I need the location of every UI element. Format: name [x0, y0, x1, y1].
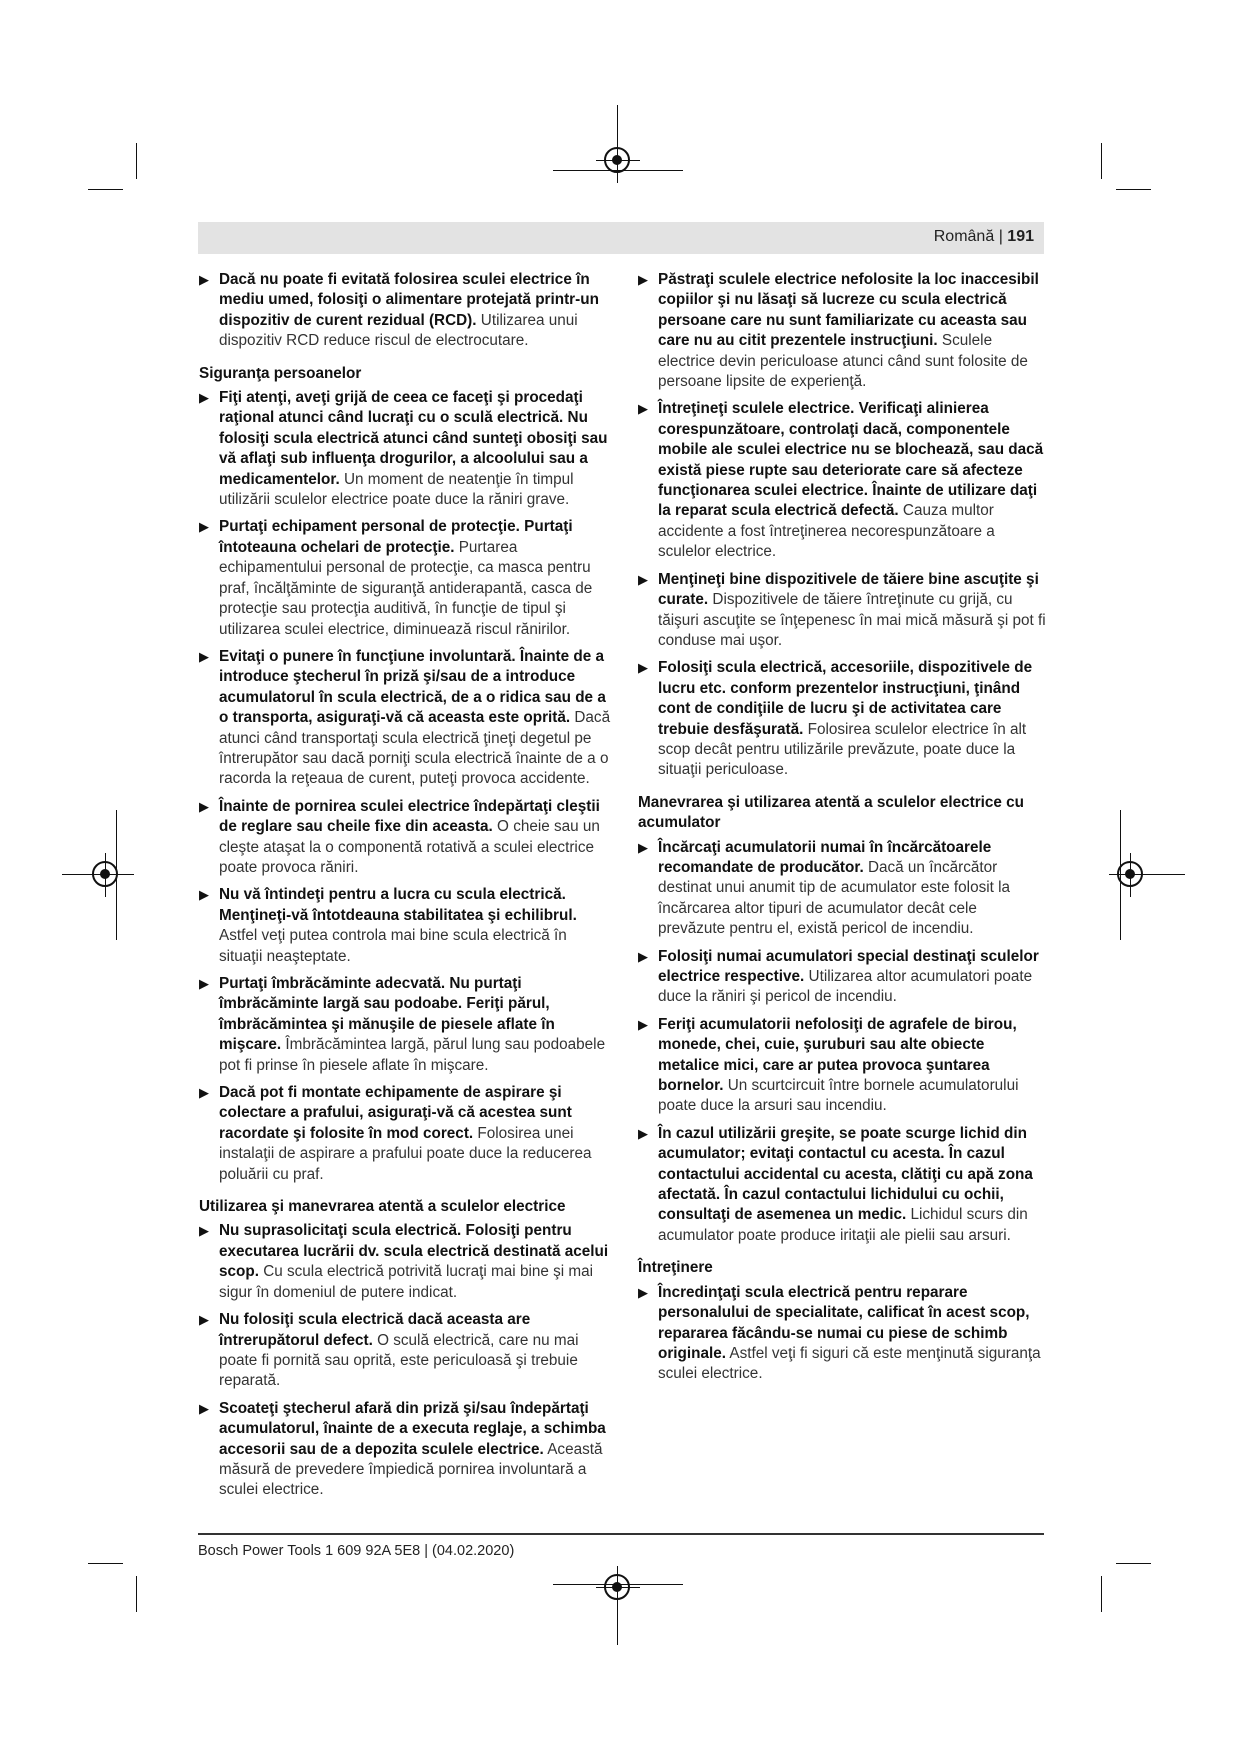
item-bold-text: Încărcaţi acumulatorii numai în încărcătoarele recomandate de producător.: [658, 838, 992, 876]
item-text: O cheie sau un cleşte ataşat la o componentă rotativă a sculei electrice poate provoca răniri.: [219, 818, 600, 876]
bullet-arrow-icon: ▶: [638, 660, 648, 676]
section-heading: Utilizarea şi manevrarea atentă a sculelor electrice: [199, 1198, 566, 1216]
item-text: Astfel veţi putea controla mai bine scula electrică în situaţii neaşteptate.: [219, 927, 567, 965]
bullet-arrow-icon: ▶: [199, 798, 209, 814]
list-item: [199, 974, 614, 1076]
list-item: [638, 658, 1048, 780]
list-item: [638, 947, 1048, 1008]
bullet-arrow-icon: ▶: [199, 887, 209, 903]
section-heading: Întreţinere: [638, 1259, 713, 1277]
item-text: Un moment de neatenţie în timpul utilizării sculelor electrice poate duce la răniri grave.: [219, 470, 574, 509]
bullet-arrow-icon: ▶: [199, 390, 209, 406]
bullet-arrow-icon: ▶: [638, 1125, 648, 1141]
list-item: [199, 388, 614, 510]
item-text: Îmbrăcămintea largă, părul lung sau podoabele pot fi prinse în piesele aflate în mişcare.: [219, 1036, 606, 1074]
header-separator: |: [998, 228, 1003, 245]
item-bold-text: Nu folosiţi scula electrică dacă aceasta are întrerupătorul defect.: [219, 1311, 531, 1349]
bullet-arrow-icon: ▶: [199, 1312, 209, 1328]
crop-mark: [1116, 189, 1151, 190]
bullet-arrow-icon: ▶: [638, 401, 648, 417]
list-item: [199, 797, 614, 879]
item-text: O sculă electrică, care nu mai poate fi pornită sau oprită, este periculoasă şi trebuie reparată.: [219, 1331, 579, 1390]
list-item: [638, 1015, 1048, 1117]
item-bold-text: Fiţi atenţi, aveţi grijă de ceea ce faceţi şi procedaţi raţional atunci când lucraţi cu o sculă electrică. Nu folosiţi scula electrică atunci când sunteţi obosiţi sau vă aflaţi sub influenţa drogurilor, a alcoolului sau a medicamentelor.: [219, 389, 608, 488]
item-bold-text: Folosiţi scula electrică, accesoriile, dispozitivele de lucru etc. conform prezentelor instrucţiuni, ţinând cont de condiţiile de lucru şi de activitatea care trebuie desfăşurată.: [658, 659, 1033, 738]
list-item: [199, 1310, 614, 1392]
list-item: [199, 647, 614, 790]
bullet-arrow-icon: ▶: [199, 1400, 209, 1416]
list-item: [199, 270, 614, 352]
bullet-arrow-icon: ▶: [199, 519, 209, 535]
item-bold-text: Dacă nu poate fi evitată folosirea sculei electrice în mediu umed, folosiţi o alimentare protejată printr-un dispozitiv de curent rezidual (RCD).: [219, 271, 599, 329]
bullet-arrow-icon: ▶: [199, 272, 209, 287]
item-text: Cu scula electrică potrivită lucraţi mai bine şi mai sigur în domeniul de putere indicat.: [219, 1263, 594, 1301]
item-text: Utilizarea altor acumulatori poate duce la răniri şi pericol de incendiu.: [658, 968, 1033, 1006]
bullet-arrow-icon: ▶: [199, 976, 209, 991]
registration-target-icon: [92, 861, 118, 887]
bullet-arrow-icon: ▶: [638, 839, 648, 855]
item-bold-text: Încredinţaţi scula electrică pentru reparare personalului de specialitate, calificat în acest scop, repararea făcându-se numai cu piese de schimb originale.: [658, 1283, 1030, 1362]
item-text: Astfel veţi fi siguri că este menţinută siguranţa sculei electrice.: [658, 1344, 1041, 1383]
page-number: 191: [1007, 228, 1034, 245]
bullet-arrow-icon: ▶: [199, 1223, 209, 1239]
item-bold-text: Menţineţi bine dispozitivele de tăiere bine ascuţite şi curate.: [658, 570, 1039, 609]
item-bold-text: Feriţi acumulatorii nefolosiţi de agrafele de birou, monede, chei, cuie, şuruburi sau alte obiecte metalice mici, care ar putea provoca şuntarea bornelor.: [658, 1015, 1017, 1095]
item-text: Sculele electrice devin periculoase atunci când sunt folosite de persoane lipsite de experienţă.: [658, 332, 1028, 391]
item-text: Folosirea sculelor electrice în alt scop decât pentru utilizările prevăzute, poate duce la situaţii periculoase.: [658, 720, 1027, 779]
page-header: [198, 222, 1044, 254]
item-bold-text: Întreţineţi sculele electrice. Verificaţi alinierea corespunzătoare, controlaţi dacă, componentele mobile ale sculei electrice nu se blochează, sau dacă există piese rupte sau deteriorate care să afecteze funcţionarea sculei electrice. Înainte de utilizare daţi la reparat scula electrică defectă.: [658, 400, 1044, 520]
item-bold-text: Nu suprasolicitaţi scula electrică. Folosiţi pentru executarea lucrării dv. scula electrică destinată acelui scop.: [219, 1222, 609, 1281]
bullet-arrow-icon: ▶: [638, 1284, 648, 1300]
right-column: [638, 270, 1048, 1392]
header-label: [934, 228, 1034, 246]
bullet-arrow-icon: ▶: [638, 272, 648, 287]
crop-mark: [88, 1563, 123, 1564]
item-text: Lichidul scurs din acumulator poate produce iritaţii ale pielii sau arsuri.: [658, 1206, 1028, 1244]
bullet-arrow-icon: ▶: [638, 571, 648, 587]
list-item: [638, 1283, 1048, 1385]
list-item: [638, 1124, 1048, 1246]
list-item: [199, 1221, 614, 1303]
list-item: [199, 1083, 614, 1185]
list-item: [199, 1399, 614, 1501]
bullet-arrow-icon: ▶: [638, 1016, 648, 1032]
list-item: [638, 570, 1048, 652]
section-heading: Siguranţa persoanelor: [199, 364, 362, 382]
header-section: Română: [933, 228, 995, 245]
crop-mark: [136, 1576, 137, 1612]
left-column: [199, 270, 614, 1508]
item-bold-text: Purtaţi echipament personal de protecţie. Purtaţi întoteauna ochelari de protecţie.: [219, 518, 573, 556]
crop-mark: [1101, 143, 1102, 179]
item-text: Cauza multor accidente a fost întreţinerea necorespunzătoare a sculelor electrice.: [658, 502, 995, 561]
item-text: Dacă un încărcător destinat unui anumit tip de acumulator este folosit la încărcarea altor tipuri de acumulator decât cele prevăzute pentru el, există pericol de incendiu.: [658, 858, 1011, 938]
item-text: Utilizarea unui dispozitiv RCD reduce riscul de electrocutare.: [219, 311, 578, 350]
item-text: Purtarea echipamentului personal de protecţie, ca masca pentru praf, încălţăminte de siguranţă antiderapantă, casca de protecţie sau protecţia auditivă, în funcţie de tipul şi utilizarea sculei electrice, diminuează riscul rănirilor.: [219, 538, 593, 638]
crop-mark: [1116, 1563, 1151, 1564]
item-text: Folosirea unei instalaţii de aspirare a prafului poate duce la reducerea poluării cu praf.: [219, 1124, 592, 1183]
item-bold-text: Purtaţi îmbrăcăminte adecvată. Nu purtaţi îmbrăcăminte largă sau podoabe. Feriţi părul, îmbrăcămintea şi mănuşile de piesele aflate în mişcare.: [219, 975, 555, 1054]
item-text: Această măsură de prevedere împiedică pornirea involuntară a sculei electrice.: [219, 1440, 603, 1499]
item-bold-text: Nu vă întindeţi pentru a lucra cu scula electrică. Menţineţi-vă întotdeauna stabilitatea şi echilibrul.: [219, 886, 577, 924]
list-item: [638, 399, 1048, 562]
section-heading: Manevrarea şi utilizarea atentă a sculelor electrice cu acumulator: [638, 793, 1025, 832]
crop-mark: [1101, 1576, 1102, 1612]
bullet-arrow-icon: ▶: [199, 1085, 209, 1101]
list-item: [199, 885, 614, 967]
crop-mark: [136, 143, 137, 179]
item-bold-text: Scoateţi ştecherul afară din priză şi/sau îndepărtaţi acumulatorul, înainte de a executa reglaje, a schimba accesorii sau de a depozita sculele electrice.: [219, 1399, 606, 1458]
registration-target-icon: [1117, 861, 1143, 887]
item-text: Dacă atunci când transportaţi scula electrică ţineţi degetul pe întrerupător sau dacă porniţi scula electrică înainte de a o racorda la reţeaua de curent, puteţi provoca accidente.: [219, 709, 611, 788]
registration-target-icon: [604, 147, 630, 173]
crop-mark: [88, 189, 123, 190]
item-text: Un scurtcircuit între bornele acumulatorului poate duce la arsuri sau incendiu.: [658, 1077, 1019, 1115]
item-bold-text: Înainte de pornirea sculei electrice îndepărtaţi cleştii de reglare sau cheile fixe din aceasta.: [219, 797, 600, 836]
item-bold-text: În cazul utilizării greşite, se poate scurge lichid din acumulator; evitaţi contactul cu acesta. În cazul contactului accidental cu acesta, clătiţi cu apă zona afectată. În cazul contactului lichidului cu ochii, consultaţi de asemenea un medic.: [658, 1124, 1033, 1224]
bullet-arrow-icon: ▶: [638, 948, 648, 964]
item-text: Dispozitivele de tăiere întreţinute cu grijă, cu tăişuri ascuţite se înţepenesc în mai mică măsură şi pot fi conduse mai uşor.: [658, 591, 1046, 649]
item-bold-text: Păstraţi sculele electrice nefolosite la loc inaccesibil copiilor şi nu lăsaţi să lucreze cu scula electrică persoane care nu sunt familiarizate cu aceasta sau care nu au citit prezentele instrucţiuni.: [658, 271, 1039, 350]
item-bold-text: Dacă pot fi montate echipamente de aspirare şi colectare a prafului, asiguraţi-vă că acestea sunt racordate şi folosite în mod corect.: [219, 1084, 572, 1142]
bullet-arrow-icon: ▶: [199, 648, 209, 664]
list-item: [638, 838, 1048, 940]
footer-rule: [198, 1533, 1044, 1535]
item-bold-text: Folosiţi numai acumulatori special destinaţi sculelor electrice respective.: [658, 947, 1039, 985]
list-item: [199, 517, 614, 639]
registration-target-icon: [604, 1574, 630, 1600]
page-footer: Bosch Power Tools 1 609 92A 5E8 | (04.02.2020): [198, 1543, 515, 1559]
item-bold-text: Evitaţi o punere în funcţiune involuntară. Înainte de a introduce ştecherul în priză şi/sau de a introduce acumulatorul în scula electrică, de a o ridica sau de a o transporta, asiguraţi-vă că aceasta este oprită.: [219, 647, 606, 727]
list-item: [638, 270, 1048, 392]
